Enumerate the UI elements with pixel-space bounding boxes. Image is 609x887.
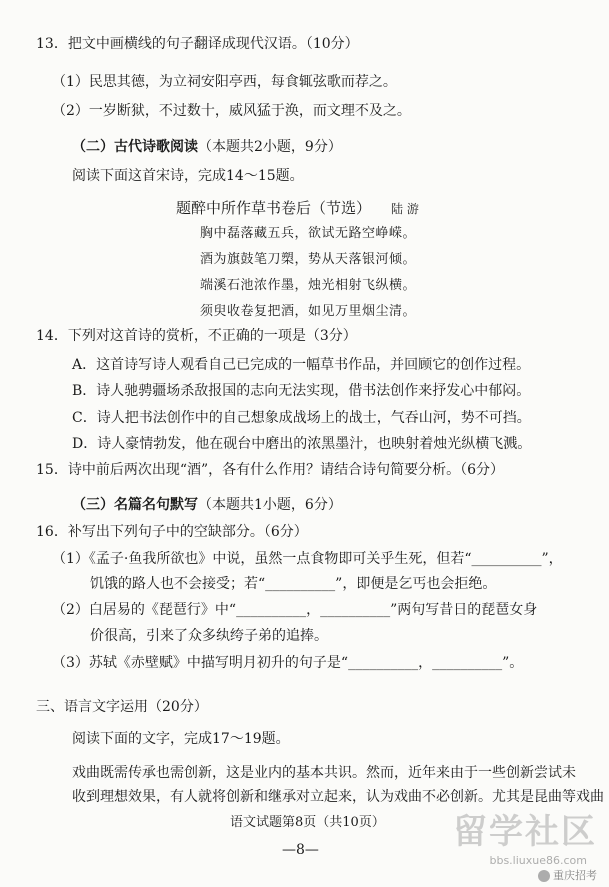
page-number: —8— xyxy=(282,842,319,858)
poem-title: 题醉中所作草书卷后（节选） xyxy=(176,199,372,217)
q14-stem: 14．下列对这首诗的赏析，不正确的一项是（3分） xyxy=(36,328,357,344)
section-2-heading: （二）古代诗歌阅读 xyxy=(72,139,198,155)
section-3-note: （本题共1小题，6分） xyxy=(198,497,342,513)
watermark-badge-label: 重庆招考 xyxy=(553,869,597,882)
section-3-header xyxy=(72,495,342,515)
q14-option-b: B．诗人驰骋疆场杀敌报国的志向无法实现，借书法创作来抒发心中郁闷。 xyxy=(72,383,531,399)
section-2-header xyxy=(72,137,342,157)
q14-option-a: A．这首诗写诗人观看自己已完成的一幅草书作品，并回顾它的创作过程。 xyxy=(72,357,531,373)
q13-stem: 13．把文中画横线的句子翻译成现代汉语。（10分） xyxy=(36,36,359,52)
q15-stem: 15．诗中前后两次出现“酒”，各有什么作用？请结合诗句简要分析。（6分） xyxy=(36,462,505,478)
q14-option-c: C．诗人把书法创作中的自己想象成战场上的战士，气吞山河，势不可挡。 xyxy=(72,410,531,426)
q16-item-1b: 饥饿的路人也不会接受；若“__________”，即便是乞丐也会拒绝。 xyxy=(90,576,497,592)
poem-line-1: 胸中磊落藏五兵，欲试无路空峥嵘。 xyxy=(200,226,417,241)
q16-item-2a: （2）白居易的《琵琶行》中“__________，__________”两句写昔日的琵琶女身 xyxy=(52,602,538,618)
q16-item-1a: （1）《孟子·鱼我所欲也》中说，虽然一点食物即可关乎生死，但若“__________”， xyxy=(52,551,563,567)
poem-line-4: 须臾收卷复把酒，如见万里烟尘清。 xyxy=(200,304,417,319)
section-2-instruction: 阅读下面这首宋诗，完成14～15题。 xyxy=(72,168,304,184)
poem-line-3: 端溪石池浓作墨，烛光相射飞纵横。 xyxy=(200,278,417,293)
poem-heading xyxy=(176,198,419,219)
part-3-instruction: 阅读下面的文字，完成17～19题。 xyxy=(72,731,290,747)
wechat-icon xyxy=(538,870,550,882)
watermark-brand: 留学社区 xyxy=(453,812,597,852)
section-2-note: （本题共2小题，9分） xyxy=(198,139,342,155)
section-3-heading: （三）名篇名句默写 xyxy=(72,497,198,513)
footer-label: 语文试题第8页（共10页） xyxy=(230,815,385,830)
passage-line-1: 戏曲既需传承也需创新，这是业内的基本共识。然而，近年来由于一些创新尝试未 xyxy=(72,765,576,781)
watermark-url: bbs.liuxue86.com xyxy=(489,854,587,867)
q16-stem: 16．补写出下列句子中的空缺部分。（6分） xyxy=(36,524,308,540)
passage-line-2: 收到理想效果，有人就将创新和继承对立起来，认为戏曲不必创新。尤其是昆曲等戏曲 xyxy=(72,789,604,805)
q13-sentence-1: （1）民思其德，为立祠安阳亭西，每食辄弦歌而荐之。 xyxy=(52,74,397,90)
part-3-heading: 三、语言文字运用（20分） xyxy=(36,699,208,715)
q16-item-3: （3）苏轼《赤壁赋》中描写明月初升的句子是“__________，__________”。 xyxy=(52,655,524,671)
poem-line-2: 酒为旗鼓笔刀槊，势从天落银河倾。 xyxy=(200,252,417,267)
q14-option-d: D．诗人豪情勃发，他在砚台中磨出的浓黑墨汁，也映射着烛光纵横飞溅。 xyxy=(72,436,532,452)
watermark-badge xyxy=(538,867,597,883)
q16-item-2b: 价很高，引来了众多纨绔子弟的追捧。 xyxy=(90,628,328,644)
q13-sentence-2: （2）一岁断狱，不过数十，威风猛于涣，而文理不及之。 xyxy=(52,103,411,119)
poem-author: 陆 游 xyxy=(391,202,419,216)
